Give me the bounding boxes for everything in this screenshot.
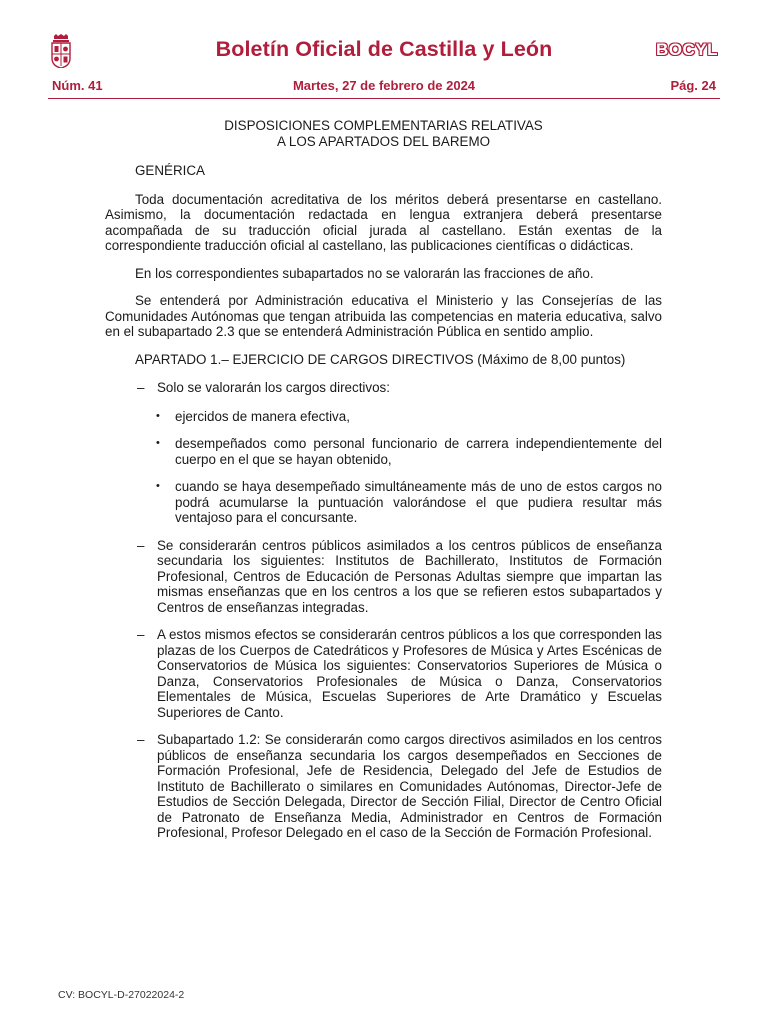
- generic-heading: GENÉRICA: [135, 163, 205, 178]
- bullet-marker: •: [156, 409, 160, 422]
- list-item-dash: [105, 538, 662, 616]
- dash-text: Subapartado 1.2: Se considerarán como cargos directivos asimilados en los centros públicos de enseñanza secundaria los cargos desempeñados en Secciones de Formación Profesional, Jefe de Residencia, Delegado del Jefe de Estudios de Instituto de Bachillerato o similares en Comunidades Autónomas, Director-Jefe de Estudios de Sección Delegada, Director de Sección Filial, Director de Centro Oficial de Patronato de Enseñanza Media, Administrador en Centros de Formación Profesional, Profesor Delegado en el caso de la Sección de Formación Profesional.: [157, 732, 662, 840]
- dash-marker: –: [137, 380, 145, 395]
- dash-marker: –: [137, 732, 145, 747]
- list-item-bullet: [105, 409, 662, 425]
- bullet-marker: •: [156, 437, 160, 449]
- section-title-line1: DISPOSICIONES COMPLEMENTARIAS RELATIVAS: [224, 118, 543, 133]
- section-title-line2: A LOS APARTADOS DEL BAREMO: [276, 133, 491, 149]
- bullet-marker: •: [156, 480, 160, 492]
- cv-footer: CV: BOCYL-D-27022024-2: [58, 989, 185, 1001]
- bulletin-title: Boletín Oficial de Castilla y León: [215, 37, 553, 61]
- list-item-dash: [105, 627, 662, 720]
- document-body: [105, 118, 662, 841]
- dash-text: A estos mismos efectos se considerarán centros públicos a los que corresponden las plazas de los Cuerpos de Catedráticos y Profesores de Música y Artes Escénicas de Conservatorios de Música los siguientes: Conservatorios Superiores de Música o Danza, Conservatorios Profesionales de Música o Danza, Conservatorios Elementales de Música, Escuelas Superiores de Arte Dramático y Escuelas Superiores de Canto.: [157, 627, 662, 720]
- header-rule: [48, 98, 720, 99]
- document-header: [48, 30, 720, 74]
- list-item-bullet: [105, 436, 662, 467]
- list-item-bullet: [105, 479, 662, 526]
- dash-text: Se considerarán centros públicos asimilados a los centros públicos de enseñanza secundaria los siguientes: Institutos de Bachillerato, Institutos de Formación Profesional, Centros de Educación de Personas Adultas siempre que impartan las mismas enseñanzas que en los centros a los que se refieren estos subapartados y Centros de enseñanzas integradas.: [157, 537, 662, 615]
- dash-marker: –: [137, 627, 145, 642]
- list-item-dash: [105, 732, 662, 841]
- bullet-text: cuando se haya desempeñado simultáneamente más de uno de estos cargos no podrá acumularse la puntuación valorándose el que pudiera resultar más ventajoso para el concursante.: [175, 479, 662, 525]
- bullet-text: desempeñados como personal funcionario de carrera independientemente del cuerpo en el que se hayan obtenido,: [175, 436, 662, 467]
- bocyl-logo: BOCYL: [656, 40, 718, 59]
- apartado-heading: APARTADO 1.– EJERCICIO DE CARGOS DIRECTIVOS (Máximo de 8,00 puntos): [135, 351, 626, 367]
- list-item-dash: [105, 380, 662, 396]
- issue-date: Martes, 27 de febrero de 2024: [292, 78, 476, 93]
- paragraph-2: En los correspondientes subapartados no se valorarán las fracciones de año.: [135, 265, 594, 281]
- paragraph-1: Toda documentación acreditativa de los méritos deberá presentarse en castellano. Asimismo, la documentación redactada en lengua extranjera deberá presentarse acompañada de su traducción oficial jurada al castellano. Están exentas de la correspondiente traducción oficial al castellano, las publicaciones científicas o didácticas.: [105, 191, 662, 253]
- bullet-text: ejercidos de manera efectiva,: [175, 408, 350, 424]
- page-number: Pág. 24: [670, 78, 716, 93]
- paragraph-3: Se entenderá por Administración educativa el Ministerio y las Consejerías de las Comunidades Autónomas que tengan atribuida las competencias en materia educativa, salvo en el subapartado 2.3 que se entenderá Administración Pública en sentido amplio.: [105, 293, 662, 339]
- dash-text: Solo se valorarán los cargos directivos:: [157, 380, 390, 395]
- issue-bar: [48, 78, 720, 98]
- issue-number: Núm. 41: [52, 78, 103, 93]
- dash-marker: –: [137, 537, 145, 553]
